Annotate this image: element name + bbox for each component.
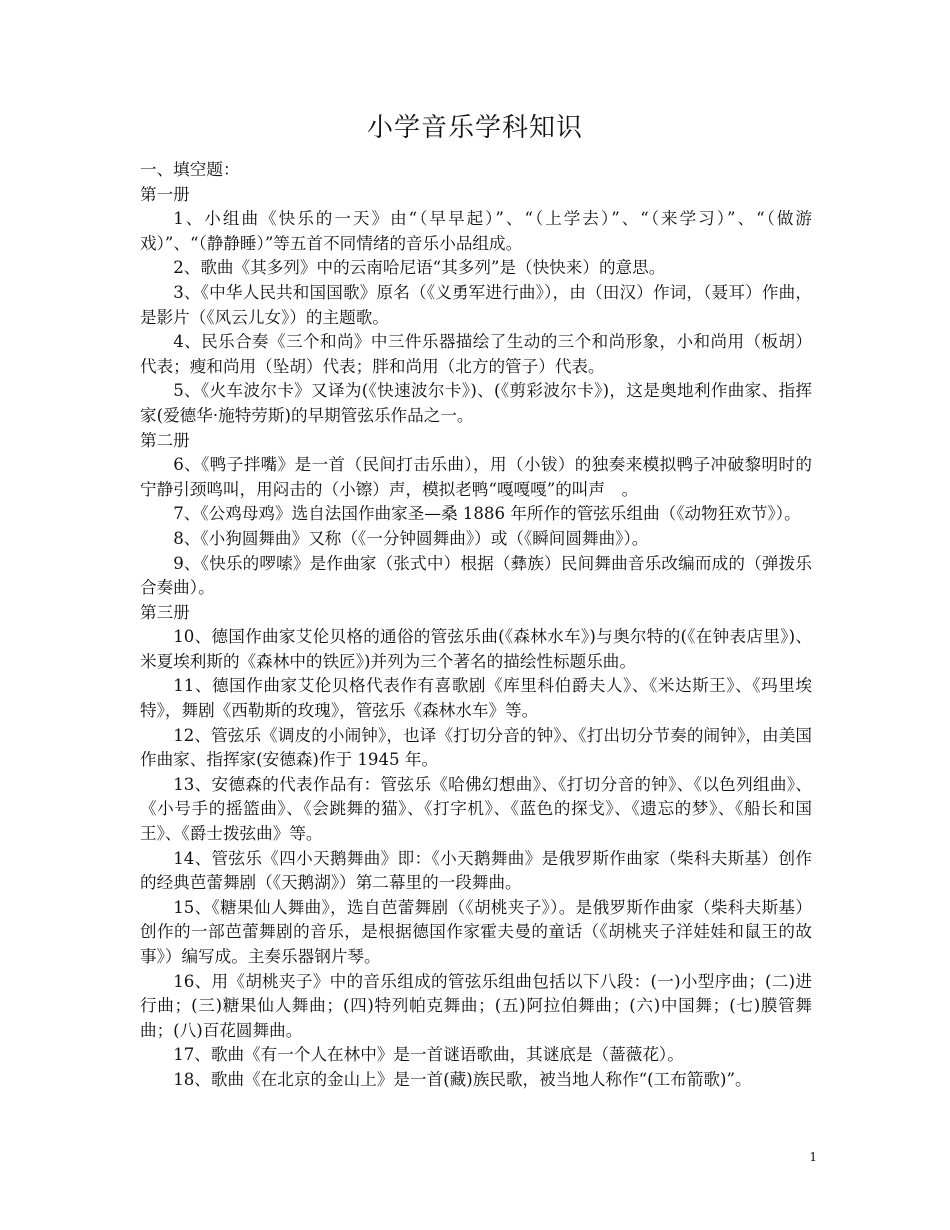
question-paragraph: 18、歌曲《在北京的金山上》是一首(藏)族民歌，被当地人称作“(工布箭歌)”。 xyxy=(173,1069,752,1089)
page-number: 1 xyxy=(809,1150,817,1164)
question-paragraph: 14、管弦乐《四小天鹅舞曲》即：《小天鹅舞曲》是俄罗斯作曲家（柴科夫斯基）创作的经典芭蕾舞剧（《天鹅湖》）第二幕里的一段舞曲。 xyxy=(140,848,812,893)
question-paragraph: 3、《中华人民共和国国歌》原名（《义勇军进行曲》），由（田汉）作词，（聂耳）作曲，是影片（《风云儿女》）的主题歌。 xyxy=(140,282,812,327)
question-paragraph: 7、《公鸡母鸡》选自法国作曲家圣—桑 1886 年所作的管弦乐组曲（《动物狂欢节》）。 xyxy=(173,504,801,524)
question-paragraph: 15、《糖果仙人舞曲》，选自芭蕾舞剧（《胡桃夹子》）。是俄罗斯作曲家（柴科夫斯基）创作的一部芭蕾舞剧的音乐，是根据德国作家霍夫曼的童话（《胡桃夹子洋娃娃和鼠王的故事》）编写成。主奏乐器钢片琴。 xyxy=(140,897,812,966)
question-paragraph: 17、歌曲《有一个人在林中》是一首谜语歌曲，其谜底是（蔷薇花）。 xyxy=(173,1045,684,1065)
volume-heading-3: 第三册 xyxy=(140,602,190,622)
question-paragraph: 2、歌曲《其多列》中的云南哈尼语“其多列”是（快快来）的意思。 xyxy=(173,258,666,278)
question-paragraph: 10、德国作曲家艾伦贝格的通俗的管弦乐曲(《森林水车》)与奥尔特的(《在钟表店里》)、米夏埃利斯的《森林中的铁匠》)并列为三个著名的描绘性标题乐曲。 xyxy=(140,627,812,671)
document-title: 小学音乐学科知识 xyxy=(366,113,583,143)
question-paragraph: 16、用《胡桃夹子》中的音乐组成的管弦乐组曲包括以下八段：(一)小型序曲；(二)进行曲；(三)糖果仙人舞曲；(四)特列帕克舞曲；(五)阿拉伯舞曲；(六)中国舞；(七)膜管舞曲；(八)百花圆舞曲。 xyxy=(140,971,812,1040)
section-heading: 一、填空题： xyxy=(140,160,240,179)
question-paragraph: 11、德国作曲家艾伦贝格代表作有喜歌剧《库里科伯爵夫人》、《米达斯王》、《玛里埃特》，舞剧《西勒斯的玫瑰》，管弦乐《森林水车》等。 xyxy=(140,676,812,721)
question-paragraph: 8、《小狗圆舞曲》又称（《一分钟圆舞曲》）或（《瞬间圆舞曲》）。 xyxy=(173,528,649,548)
question-paragraph: 9、《快乐的啰嗦》是作曲家（张式中）根据（彝族）民间舞曲音乐改编而成的（弹拨乐合奏曲）。 xyxy=(140,553,812,598)
question-paragraph: 6、《鸭子拌嘴》是一首（民间打击乐曲），用（小钹）的独奏来模拟鸭子冲破黎明时的宁静引颈鸣叫，用闷击的（小镲）声，模拟老鸭“嘎嘎嘎”的叫声 。 xyxy=(140,455,812,499)
question-paragraph: 13、安德森的代表作品有：管弦乐《哈佛幻想曲》、《打切分音的钟》、《以色列组曲》、《小号手的摇篮曲》、《会跳舞的猫》、《打字机》、《蓝色的探戈》、《遗忘的梦》、《船长和国王》、《爵士拨弦曲》等。 xyxy=(140,774,812,844)
question-paragraph: 4、民乐合奏《三个和尚》中三件乐器描绘了生动的三个和尚形象，小和尚用（板胡）代表；瘦和尚用（坠胡）代表；胖和尚用（北方的管子）代表。 xyxy=(140,332,812,376)
question-paragraph: 12、管弦乐《调皮的小闹钟》，也译《打切分音的钟》、《打出切分节奏的闹钟》，由美国作曲家、指挥家(安德森)作于 1945 年。 xyxy=(140,725,812,770)
document-body xyxy=(140,158,812,1093)
question-paragraph: 1、小组曲《快乐的一天》由“（早早起）”、“（上学去）”、“（来学习）”、“（做游戏）”、“（静静睡）”等五首不同情绪的音乐小品组成。 xyxy=(140,209,812,253)
volume-heading-1: 第一册 xyxy=(140,184,190,204)
volume-heading-2: 第二册 xyxy=(140,430,190,450)
question-paragraph: 5、《火车波尔卡》又译为(《快速波尔卡》)、(《剪彩波尔卡》)，这是奥地利作曲家、指挥家(爱德华·施特劳斯)的早期管弦乐作品之一。 xyxy=(140,381,812,425)
